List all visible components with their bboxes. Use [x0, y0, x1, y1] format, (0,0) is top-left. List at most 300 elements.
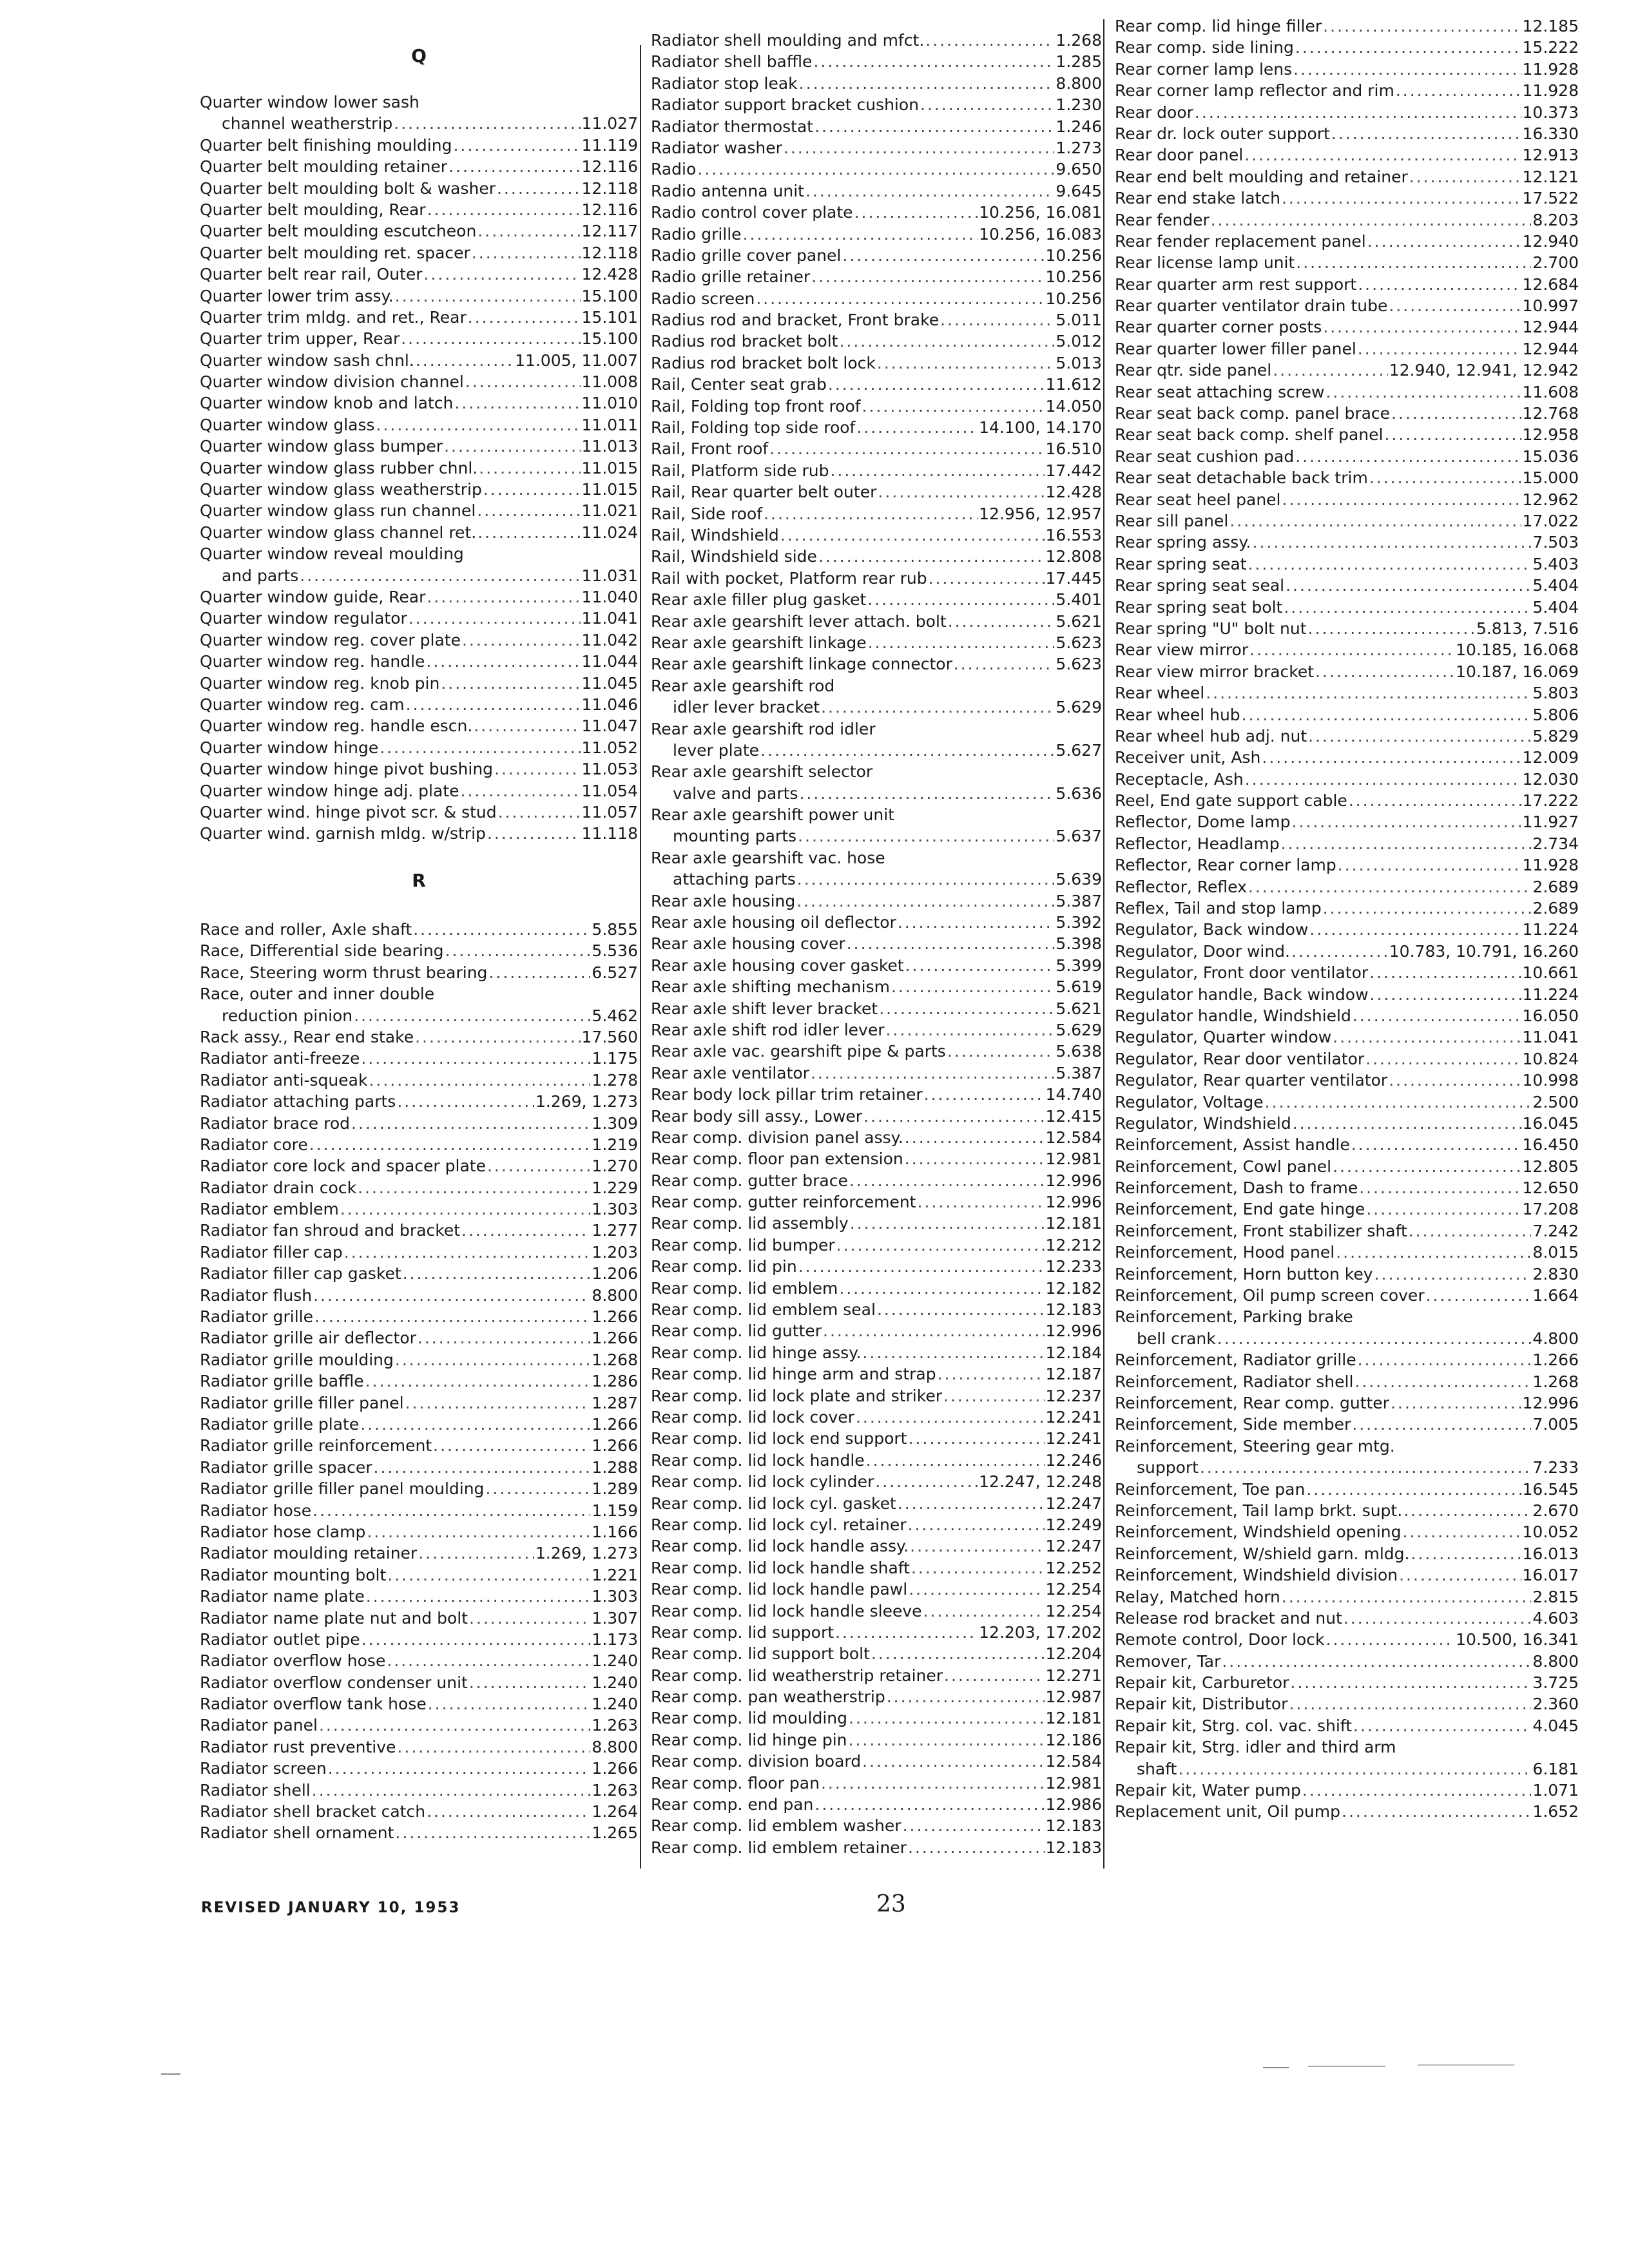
- index-entry: [1115, 1543, 1579, 1564]
- entry-page-ref: 10.256: [1045, 289, 1102, 308]
- entry-name: Rail, Platform side rub: [651, 461, 829, 480]
- index-entry: [1115, 747, 1579, 768]
- entry-name: Race and roller, Axle shaft: [200, 920, 412, 939]
- entry-name: Regulator, Door wind.: [1115, 941, 1290, 961]
- index-entry: [651, 1579, 1102, 1600]
- entry-name: Regulator, Front door ventilator: [1115, 963, 1369, 983]
- entry-page-ref: 12.181: [1045, 1214, 1102, 1233]
- entry-name: Rear comp. pan weatherstrip: [651, 1687, 885, 1707]
- entry-name: Quarter belt moulding escutcheon: [200, 222, 477, 241]
- entry-page-ref: 14.740: [1045, 1085, 1102, 1104]
- entry-page-ref: 11.005, 11.007: [515, 351, 638, 370]
- index-entry: [1115, 575, 1579, 596]
- entry-name: Radiator thermostat: [651, 117, 814, 136]
- index-entry: [651, 417, 1102, 438]
- entry-name: Quarter window reg. cam: [200, 695, 405, 714]
- leader-dots: [818, 546, 1045, 567]
- entry-name: Reinforcement, Cowl panel: [1115, 1157, 1332, 1176]
- entry-page-ref: 14.100, 14.170: [979, 418, 1102, 437]
- index-entry: [1115, 1651, 1579, 1672]
- leader-dots: [940, 309, 1054, 331]
- entry-name: Rail, Side roof: [651, 504, 763, 523]
- leader-dots: [1293, 59, 1521, 80]
- leader-dots: [908, 1837, 1045, 1858]
- index-entry: [651, 1342, 1102, 1363]
- leader-dots: [313, 1500, 590, 1521]
- entry-name: Radiator washer: [651, 138, 782, 157]
- entry-page-ref: 12.182: [1045, 1278, 1102, 1298]
- entry-name: Quarter window glass run channel: [200, 501, 476, 521]
- entry-name: Rear axle gearshift selector: [651, 762, 873, 782]
- leader-dots: [784, 137, 1055, 159]
- entry-name: shaft: [1137, 1759, 1177, 1778]
- entry-name: Quarter window reg. handle escn.: [200, 716, 473, 736]
- entry-name: Rear end stake latch: [1115, 189, 1280, 208]
- leader-dots: [453, 135, 580, 156]
- entry-name: Rear comp. lid lock cylinder: [651, 1472, 874, 1492]
- entry-name: Radiator support bracket cushion: [651, 95, 920, 115]
- entry-page-ref: 12.940: [1522, 231, 1579, 251]
- index-entry: [651, 1235, 1102, 1256]
- leader-dots: [1217, 1328, 1532, 1349]
- entry-page-ref: 5.398: [1055, 934, 1102, 954]
- entry-page-ref: 12.030: [1522, 769, 1579, 789]
- leader-dots: [1281, 833, 1532, 854]
- entry-page-ref: 11.024: [581, 523, 638, 542]
- index-entry: [651, 1514, 1102, 1535]
- index-entry: [1115, 682, 1579, 704]
- entry-page-ref: 7.005: [1532, 1415, 1579, 1434]
- index-entry: [200, 500, 638, 521]
- index-entry: [200, 371, 638, 392]
- index-entry: [1115, 37, 1579, 58]
- index-entry: [651, 309, 1102, 331]
- index-entry: [1115, 1113, 1579, 1134]
- leader-dots: [380, 737, 580, 758]
- entry-page-ref: 16.050: [1522, 1006, 1579, 1025]
- scan-mark: [161, 2073, 180, 2075]
- leader-dots: [1273, 360, 1388, 381]
- index-entry: [1115, 209, 1579, 231]
- index-entry: [200, 1672, 638, 1693]
- entry-page-ref: 5.392: [1055, 913, 1102, 932]
- index-entry: [651, 1557, 1102, 1579]
- entry-name: Quarter window glass rubber chnl.: [200, 458, 478, 477]
- entry-page-ref: 1.229: [592, 1178, 638, 1197]
- entry-name: Rear axle housing: [651, 891, 796, 910]
- index-entry: [651, 460, 1102, 481]
- entry-page-ref: 5.401: [1055, 590, 1102, 610]
- index-entry: [651, 804, 1102, 825]
- entry-page-ref: 10.373: [1522, 102, 1579, 122]
- entry-name: bell crank: [1137, 1329, 1216, 1348]
- leader-dots: [427, 1801, 590, 1822]
- entry-name: Radiator overflow tank hose: [200, 1695, 427, 1714]
- index-entry: [1115, 1521, 1579, 1542]
- index-entry: [1115, 704, 1579, 726]
- entry-page-ref: 5.629: [1055, 698, 1102, 717]
- leader-dots: [312, 1780, 591, 1801]
- index-entry: [651, 51, 1102, 72]
- entry-name: Replacement unit, Oil pump: [1115, 1802, 1340, 1821]
- leader-dots: [497, 178, 581, 199]
- entry-name: Reflector, Rear corner lamp: [1115, 856, 1336, 875]
- entry-page-ref: 11.928: [1522, 81, 1579, 101]
- leader-dots: [815, 116, 1054, 137]
- leader-dots: [830, 460, 1044, 481]
- index-entry: [651, 180, 1102, 202]
- leader-dots: [856, 1407, 1045, 1428]
- entry-name: Rear door: [1115, 102, 1193, 122]
- entry-name: Rear fender: [1115, 210, 1210, 229]
- entry-name: Rear axle housing cover gasket: [651, 956, 904, 975]
- leader-dots: [462, 629, 581, 651]
- entry-page-ref: 1.277: [592, 1221, 638, 1240]
- entry-name: Rack assy., Rear end stake: [200, 1027, 414, 1046]
- index-entry: [200, 135, 638, 156]
- entry-page-ref: 11.047: [581, 716, 638, 736]
- entry-name: Rear comp. lid assembly: [651, 1214, 849, 1233]
- leader-dots: [1374, 1264, 1532, 1285]
- entry-page-ref: 1.206: [592, 1264, 638, 1283]
- leader-dots: [395, 1349, 591, 1370]
- leader-dots: [849, 1170, 1045, 1191]
- leader-dots: [866, 1450, 1045, 1471]
- leader-dots: [1206, 682, 1531, 704]
- entry-name: Rear comp. gutter reinforcement: [651, 1193, 916, 1212]
- index-entry: [200, 983, 638, 1004]
- index-entry: [200, 1220, 638, 1241]
- entry-name: Rear view mirror bracket: [1115, 662, 1315, 681]
- entry-page-ref: 15.000: [1522, 468, 1579, 488]
- index-entry: [200, 919, 638, 940]
- leader-dots: [394, 113, 580, 134]
- leader-dots: [313, 1285, 590, 1306]
- entry-name: Radio antenna unit: [651, 181, 804, 200]
- entry-page-ref: 12.254: [1045, 1580, 1102, 1599]
- q-entries: [200, 91, 638, 845]
- entry-page-ref: 12.183: [1045, 1300, 1102, 1320]
- entry-name: Rear comp. lid emblem washer: [651, 1816, 901, 1836]
- entry-page-ref: 1.159: [592, 1501, 638, 1520]
- index-entry: [1115, 1220, 1579, 1242]
- index-entry: [200, 1198, 638, 1220]
- index-entry: [200, 940, 638, 961]
- index-entry: [1115, 1048, 1579, 1070]
- leader-dots: [947, 1041, 1055, 1062]
- entry-page-ref: 1.303: [592, 1587, 638, 1606]
- leader-dots: [369, 1070, 590, 1091]
- index-entry: [1115, 1392, 1579, 1414]
- entry-page-ref: 1.264: [592, 1802, 638, 1821]
- entry-page-ref: 8.015: [1532, 1243, 1579, 1262]
- entry-page-ref: 12.428: [1045, 483, 1102, 502]
- entry-name: Reflector, Dome lamp: [1115, 812, 1291, 832]
- entry-page-ref: 16.510: [1045, 439, 1102, 459]
- index-entry: [651, 611, 1102, 632]
- entry-name: Rear axle gearshift power unit: [651, 805, 894, 825]
- index-entry: [1115, 1457, 1579, 1478]
- entry-name: Rear axle ventilator: [651, 1063, 809, 1082]
- leader-dots: [1391, 403, 1521, 424]
- leader-dots: [360, 1414, 590, 1435]
- index-entry: [1115, 532, 1579, 553]
- index-entry: [1115, 661, 1579, 682]
- entry-name: Reinforcement, Radiator grille: [1115, 1350, 1356, 1370]
- entry-page-ref: 8.800: [1532, 1651, 1579, 1671]
- entry-name: Rear quarter corner posts: [1115, 318, 1322, 337]
- entry-name: Quarter window reveal moulding: [200, 544, 464, 564]
- entry-page-ref: 5.803: [1532, 684, 1579, 703]
- entry-name: Rear comp. lid emblem seal: [651, 1300, 876, 1320]
- index-entry: [651, 761, 1102, 782]
- entry-page-ref: 5.404: [1532, 597, 1579, 617]
- entry-name: Rear corner lamp reflector and rim: [1115, 81, 1394, 101]
- entry-name: Quarter lower trim assy.: [200, 286, 394, 305]
- index-entry: [200, 1177, 638, 1198]
- index-entry: [200, 522, 638, 543]
- entry-page-ref: 11.044: [581, 652, 638, 671]
- entry-name: Reinforcement, Front stabilizer shaft: [1115, 1221, 1407, 1240]
- entry-name: Rear comp. lid hinge filler: [1115, 17, 1322, 35]
- leader-dots: [426, 651, 580, 672]
- entry-page-ref: 12.584: [1045, 1752, 1102, 1771]
- leader-dots: [799, 73, 1055, 94]
- entry-page-ref: 1.268: [592, 1350, 638, 1369]
- index-entry: [651, 740, 1102, 761]
- entry-name: Radiator stop leak: [651, 73, 798, 93]
- entry-page-ref: 5.536: [592, 941, 638, 961]
- entry-page-ref: 12.981: [1045, 1773, 1102, 1792]
- leader-dots: [488, 962, 590, 983]
- leader-dots: [849, 1729, 1045, 1751]
- entry-page-ref: 12.118: [581, 178, 638, 198]
- leader-dots: [1365, 1048, 1521, 1070]
- index-entry: [200, 1693, 638, 1715]
- entry-page-ref: 6.181: [1532, 1759, 1579, 1778]
- leader-dots: [1248, 553, 1531, 575]
- entry-page-ref: 8.800: [592, 1737, 638, 1756]
- leader-dots: [361, 1048, 590, 1069]
- entry-name: Rail with pocket, Platform rear rub: [651, 568, 927, 588]
- leader-dots: [418, 1327, 591, 1349]
- entry-name: Quarter trim upper, Rear: [200, 329, 400, 349]
- index-entry: [651, 73, 1102, 94]
- index-entry: [200, 285, 638, 307]
- entry-name: Reinforcement, Hood panel: [1115, 1243, 1335, 1262]
- index-entry: [1115, 1436, 1579, 1457]
- entry-name: Repair kit, Strg. idler and third arm: [1115, 1738, 1396, 1757]
- entry-name: Regulator, Quarter window: [1115, 1028, 1332, 1047]
- index-entry: [651, 1363, 1102, 1385]
- entry-name: Receptacle, Ash: [1115, 769, 1244, 789]
- entry-page-ref: 12.185: [1522, 17, 1579, 35]
- entry-name: Rear comp. lid hinge assy.: [651, 1343, 862, 1362]
- leader-dots: [395, 285, 581, 307]
- entry-name: Rail, Folding top front roof: [651, 396, 861, 416]
- leader-dots: [1369, 962, 1521, 983]
- index-entry: [651, 1794, 1102, 1815]
- leader-dots: [1295, 446, 1521, 467]
- index-entry: [200, 91, 638, 113]
- index-entry: [1115, 854, 1579, 876]
- index-entry: [1115, 639, 1579, 660]
- index-entry: [1115, 1629, 1579, 1650]
- leader-dots: [309, 1134, 591, 1155]
- entry-name: Quarter window glass channel ret.: [200, 523, 477, 542]
- index-entry: [1115, 898, 1579, 919]
- index-entry: [1115, 144, 1579, 166]
- leader-dots: [1195, 102, 1521, 123]
- index-entry: [651, 1643, 1102, 1664]
- leader-dots: [764, 503, 978, 524]
- entry-page-ref: 5.399: [1055, 956, 1102, 975]
- entry-name: Rear quarter lower filler panel: [1115, 339, 1356, 358]
- entry-name: Quarter wind. garnish mldg. w/strip: [200, 824, 486, 843]
- entry-page-ref: 12.181: [1045, 1709, 1102, 1728]
- index-entry: [651, 976, 1102, 997]
- index-entry: [651, 224, 1102, 245]
- entry-page-ref: 10.500, 16.341: [1456, 1630, 1579, 1649]
- entry-name: Quarter window hinge: [200, 738, 379, 757]
- index-entry: [200, 1026, 638, 1048]
- leader-dots: [836, 1235, 1045, 1256]
- leader-dots: [1302, 1780, 1532, 1801]
- leader-dots: [1222, 1651, 1531, 1672]
- leader-dots: [743, 224, 978, 245]
- entry-name: Rear comp. lid pin: [651, 1257, 797, 1276]
- index-entry: [1115, 833, 1579, 854]
- leader-dots: [868, 632, 1055, 653]
- leader-dots: [920, 94, 1054, 115]
- index-entry: [651, 94, 1102, 115]
- index-entry: [651, 524, 1102, 546]
- entry-page-ref: 10.783, 10.791, 16.260: [1389, 941, 1579, 961]
- entry-page-ref: 17.208: [1522, 1200, 1579, 1219]
- entry-page-ref: 10.256, 16.083: [979, 224, 1102, 244]
- index-entry: [200, 156, 638, 177]
- entry-name: Radiator grille spacer: [200, 1457, 372, 1477]
- entry-page-ref: 5.011: [1055, 311, 1102, 330]
- index-entry: [651, 1041, 1102, 1062]
- leader-dots: [487, 1155, 590, 1177]
- entry-name: reduction pinion: [222, 1006, 353, 1025]
- entry-name: Radius rod and bracket, Front brake: [651, 311, 940, 330]
- index-entry: [1115, 1156, 1579, 1177]
- entry-page-ref: 12.650: [1522, 1178, 1579, 1198]
- entry-page-ref: 12.249: [1045, 1515, 1102, 1534]
- index-entry: [200, 962, 638, 983]
- entry-page-ref: 11.027: [581, 114, 638, 133]
- index-entry: [1115, 1070, 1579, 1091]
- entry-page-ref: 12.241: [1045, 1429, 1102, 1448]
- entry-page-ref: 12.183: [1045, 1838, 1102, 1857]
- entry-name: Rear comp. end pan: [651, 1795, 814, 1814]
- leader-dots: [923, 1600, 1045, 1622]
- leader-dots: [1366, 1198, 1521, 1220]
- entry-page-ref: 5.387: [1055, 1063, 1102, 1082]
- column-divider: [640, 45, 641, 1869]
- index-entry: [200, 1478, 638, 1499]
- entry-page-ref: 7.503: [1532, 533, 1579, 552]
- entry-name: Quarter belt rear rail, Outer: [200, 265, 423, 284]
- leader-dots: [780, 524, 1045, 546]
- entry-page-ref: 11.045: [581, 673, 638, 693]
- entry-page-ref: 10.256: [1045, 267, 1102, 287]
- entry-page-ref: 12.246: [1045, 1450, 1102, 1470]
- entry-page-ref: 11.041: [581, 609, 638, 628]
- index-entry: [200, 1005, 638, 1026]
- leader-dots: [361, 1629, 591, 1650]
- leader-dots: [406, 694, 581, 715]
- leader-dots: [909, 1579, 1044, 1600]
- entry-page-ref: 5.403: [1532, 554, 1579, 573]
- leader-dots: [863, 1106, 1044, 1127]
- entry-page-ref: 17.522: [1522, 189, 1579, 208]
- entry-page-ref: 10.256, 16.081: [979, 203, 1102, 222]
- index-entry: [200, 565, 638, 586]
- index-entry: [651, 266, 1102, 287]
- leader-dots: [1253, 532, 1532, 553]
- index-entry: [1115, 59, 1579, 80]
- entry-page-ref: 1.071: [1532, 1781, 1579, 1800]
- index-entry: [1115, 1672, 1579, 1693]
- leader-dots: [1323, 898, 1532, 919]
- entry-name: Repair kit, Strg. col. vac. shift: [1115, 1716, 1352, 1735]
- index-entry: [651, 288, 1102, 309]
- leader-dots: [756, 288, 1044, 309]
- entry-page-ref: 5.855: [592, 920, 638, 939]
- entry-name: mounting parts: [673, 827, 797, 846]
- entry-name: Regulator, Rear quarter ventilator: [1115, 1071, 1388, 1090]
- entry-name: Radiator outlet pipe: [200, 1629, 360, 1649]
- index-entry: [651, 116, 1102, 137]
- leader-dots: [1359, 1177, 1521, 1198]
- index-entry: [651, 1493, 1102, 1514]
- entry-name: valve and parts: [673, 783, 798, 803]
- leader-dots: [1296, 252, 1531, 273]
- leader-dots: [862, 1342, 1044, 1363]
- index-entry: [651, 1815, 1102, 1836]
- leader-dots: [397, 1736, 590, 1758]
- leader-dots: [300, 565, 580, 586]
- index-entry: [651, 1019, 1102, 1041]
- leader-dots: [365, 1370, 591, 1392]
- entry-page-ref: 10.661: [1522, 963, 1579, 983]
- entry-page-ref: 12.247: [1045, 1494, 1102, 1513]
- entry-name: Radiator shell moulding and mfct.: [651, 31, 925, 50]
- leader-dots: [905, 1127, 1045, 1148]
- index-entry: [1115, 274, 1579, 295]
- index-entry: [651, 1106, 1102, 1127]
- entry-page-ref: 9.645: [1055, 181, 1102, 200]
- leader-dots: [1249, 639, 1454, 660]
- entry-page-ref: 11.031: [581, 566, 638, 585]
- entry-name: Radiator rust preventive: [200, 1737, 396, 1756]
- entry-page-ref: 1.268: [1532, 1372, 1579, 1391]
- entry-page-ref: 1.273: [1055, 138, 1102, 157]
- entry-name: Quarter trim mldg. and ret., Rear: [200, 307, 467, 327]
- entry-page-ref: 16.450: [1522, 1135, 1579, 1155]
- leader-dots: [929, 568, 1045, 589]
- index-entry: [651, 1773, 1102, 1794]
- leader-dots: [823, 1320, 1045, 1341]
- leader-dots: [1290, 1672, 1531, 1693]
- leader-dots: [862, 1751, 1044, 1772]
- entry-name: Quarter window glass weatherstrip: [200, 480, 482, 499]
- entry-page-ref: 2.360: [1532, 1695, 1579, 1714]
- leader-dots: [796, 890, 1054, 912]
